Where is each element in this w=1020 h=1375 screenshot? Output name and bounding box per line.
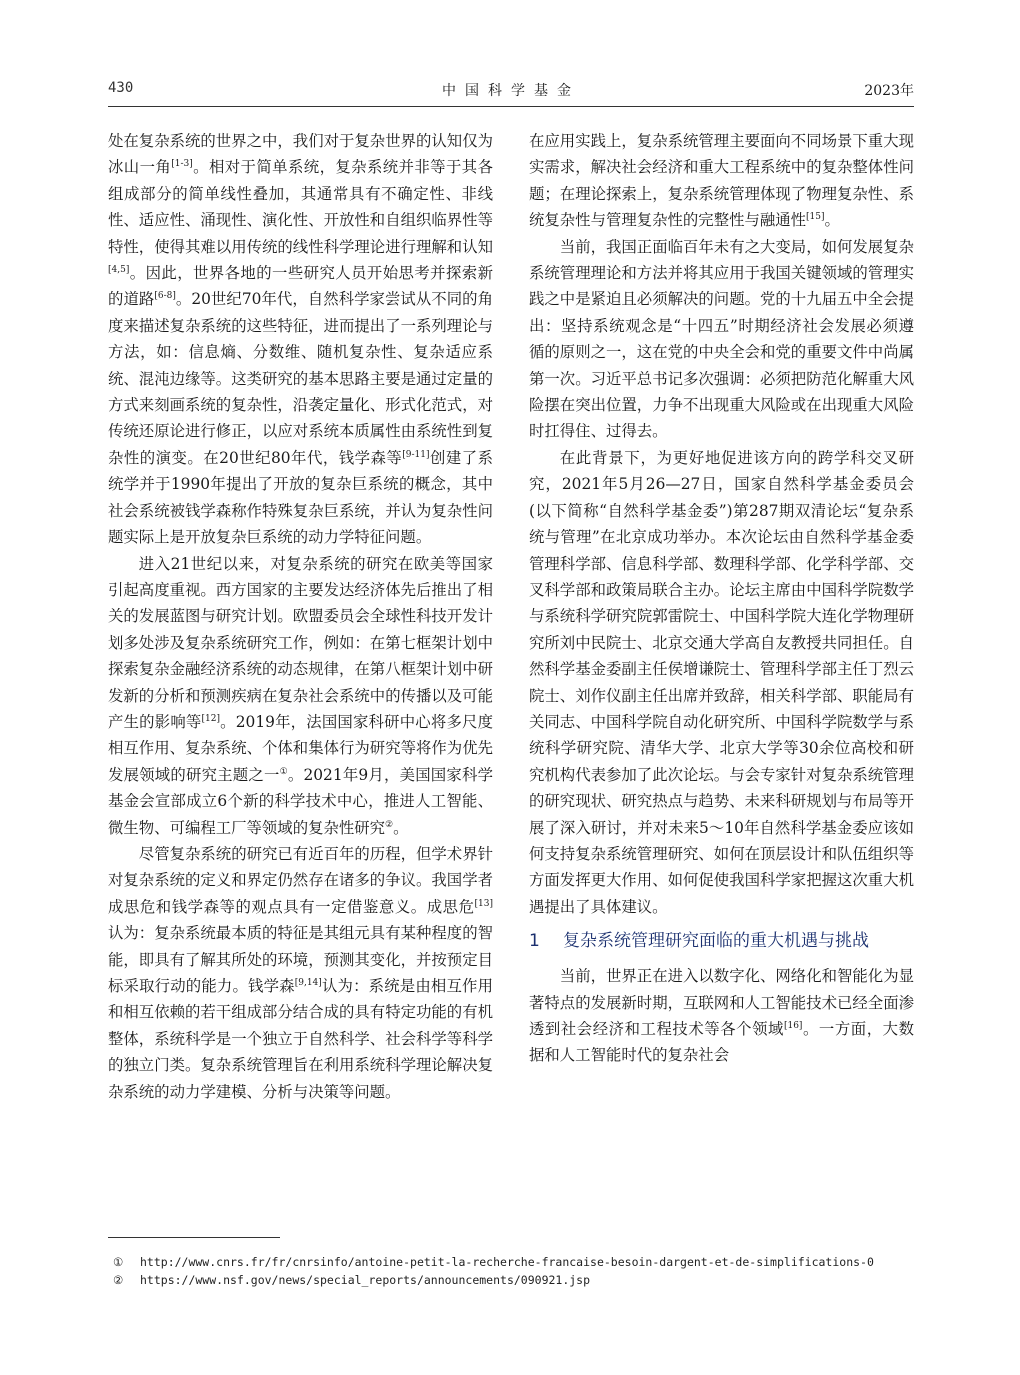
footnote-mark: ②	[113, 1273, 124, 1287]
paragraph: 在应用实践上，复杂系统管理主要面向不同场景下重大现实需求，解决社会经济和重大工程系统中的复杂整体性问题；在理论探索上，复杂系统管理体现了物理复杂性、系统复杂性与管理复杂性的完整性与融通性[15]。	[529, 132, 914, 230]
citation[interactable]: [9,14]	[294, 977, 322, 988]
paragraph: 处在复杂系统的世界之中，我们对于复杂世界的认知仅为冰山一角[1-3]。相对于简单系统，复杂系统并非等于其各组成部分的简单线性叠加，其通常具有不确定性、非线性、适应性、涌现性、演化性、开放性和自组织临界性等特性，使得其难以用传统的线性科学理论进行理解和认知[4,5]。因此，世界各地的一些研究人员开始思考并探索新的道路[6-8]。20世纪70年代，自然科学家尝试从不同的角度来描述复杂系统的这些特征，进而提出了一系列理论与方法，如：信息熵、分数维、随机复杂性、复杂适应系统、混沌边缘等。这类研究的基本思路主要是通过定量的方式来刻画系统的复杂性，沿袭定量化、形式化范式，对传统还原论进行修正，以应对系统本质属性由系统性到复杂性的演变。在20世纪80年代，钱学森等[9-11]创建了系统学并于1990年提出了开放的复杂巨系统的概念，其中社会系统被钱学森称作特殊复杂巨系统，并认为复杂性问题实际上是开放复杂巨系统的动力学特征问题。	[108, 132, 493, 547]
right-column	[529, 128, 914, 1069]
footnote-url[interactable]: http://www.cnrs.fr/fr/cnrsinfo/antoine-petit-la-recherche-francaise-besoin-dargent-et-de-simplifications-0	[140, 1255, 874, 1269]
footnote	[113, 1255, 874, 1269]
citation[interactable]: [16]	[783, 1020, 803, 1031]
section-heading	[529, 928, 914, 955]
paragraph: 尽管复杂系统的研究已有近百年的历程，但学术界针对复杂系统的定义和界定仍然存在诸多的争议。我国学者成思危和钱学森等的观点具有一定借鉴意义。成思危[13]认为：复杂系统最本质的特征是其组元具有某种程度的智能，即具有了解其所处的环境，预测其变化，并按预定目标采取行动的能力。钱学森[9,14]认为：系统是由相互作用和相互依赖的若干组成部分结合成的具有特定功能的有机整体，系统科学是一个独立于自然科学、社会科学等科学的独立门类。复杂系统管理旨在利用系统科学理论解决复杂系统的动力学建模、分析与决策等问题。	[108, 844, 493, 1101]
journal-title: 中国科学基金	[442, 83, 580, 99]
citation[interactable]: [15]	[806, 212, 825, 223]
citation[interactable]: [4,5]	[108, 264, 130, 275]
footnote-mark: ①	[113, 1255, 124, 1269]
footnote-rule	[108, 1237, 280, 1238]
section-title: 复杂系统管理研究面临的重大机遇与挑战	[563, 931, 869, 952]
running-header	[108, 80, 914, 102]
citation[interactable]: [13]	[474, 898, 493, 909]
footnote	[113, 1273, 591, 1287]
page-number: 430	[108, 80, 134, 96]
footnote-url[interactable]: https://www.nsf.gov/news/special_reports/announcements/090921.jsp	[140, 1273, 591, 1287]
paragraph: 进入21世纪以来，对复杂系统的研究在欧美等国家引起高度重视。西方国家的主要发达经济体先后推出了相关的发展蓝图与研究计划。欧盟委员会全球性科技开发计划多处涉及复杂系统研究工作，例如：在第七框架计划中探索复杂金融经济系统的动态规律，在第八框架计划中研发新的分析和预测疾病在复杂社会系统中的传播以及可能产生的影响等[12]。2019年，法国国家科研中心将多尺度相互作用、复杂系统、个体和集体行为研究等将作为优先发展领域的研究主题之一①。2021年9月，美国国家科学基金会宣部成立6个新的科学技术中心，推进人工智能、微生物、可编程工厂等领域的复杂性研究②。	[108, 554, 493, 837]
citation[interactable]: [9-11]	[402, 449, 430, 460]
paragraph: 当前，我国正面临百年未有之大变局，如何发展复杂系统管理理论和方法并将其应用于我国关键领域的管理实践之中是紧迫且必须解决的问题。党的十九届五中全会提出：坚持系统观念是“十四五”时期经济社会发展必须遵循的原则之一，这在党的中央全会和党的重要文件中尚属第一次。习近平总书记多次强调：必须把防范化解重大风险摆在突出位置，力争不出现重大风险或在出现重大风险时扛得住、过得去。	[529, 237, 914, 441]
paragraph: 在此背景下，为更好地促进该方向的跨学科交叉研究，2021年5月26—27日，国家自然科学基金委员会(以下简称“自然科学基金委”)第287期双清论坛“复杂系统与管理”在北京成功举办。本次论坛由自然科学基金委管理科学部、信息科学部、数理科学部、化学科学部、交叉科学部和政策局联合主办。论坛主席由中国科学院数学与系统科学研究院郭雷院士、中国科学院大连化学物理研究所刘中民院士、北京交通大学高自友教授共同担任。自然科学基金委副主任侯增谦院士、管理科学部主任丁烈云院士、刘作仪副主任出席并致辞，相关科学部、职能局有关同志、中国科学院自动化研究所、中国科学院数学与系统科学研究院、清华大学、北京大学等30余位高校和研究机构代表参加了此次论坛。与会专家针对复杂系统管理的研究现状、研究热点与趋势、未来科研规划与布局等开展了深入研讨，并对未来5～10年自然科学基金委应该如何支持复杂系统管理研究、如何在顶层设计和队伍组织等方面发挥更大作用、如何促使我国科学家把握这次重大机遇提出了具体建议。	[529, 448, 914, 916]
publication-year: 2023年	[864, 83, 914, 99]
header-rule	[108, 106, 914, 107]
citation[interactable]: [6-8]	[154, 291, 176, 302]
left-column	[108, 128, 493, 1105]
section-number: 1	[529, 931, 540, 952]
footnote-marker[interactable]: ②	[385, 819, 394, 830]
citation[interactable]: [1-3]	[171, 159, 193, 170]
footnote-marker[interactable]: ①	[279, 766, 288, 777]
citation[interactable]: [12]	[201, 713, 220, 724]
paragraph: 当前，世界正在进入以数字化、网络化和智能化为显著特点的发展新时期，互联网和人工智能技术已经全面渗透到社会经济和工程技术等各个领域[16]。一方面，大数据和人工智能时代的复杂社会	[529, 967, 914, 1065]
